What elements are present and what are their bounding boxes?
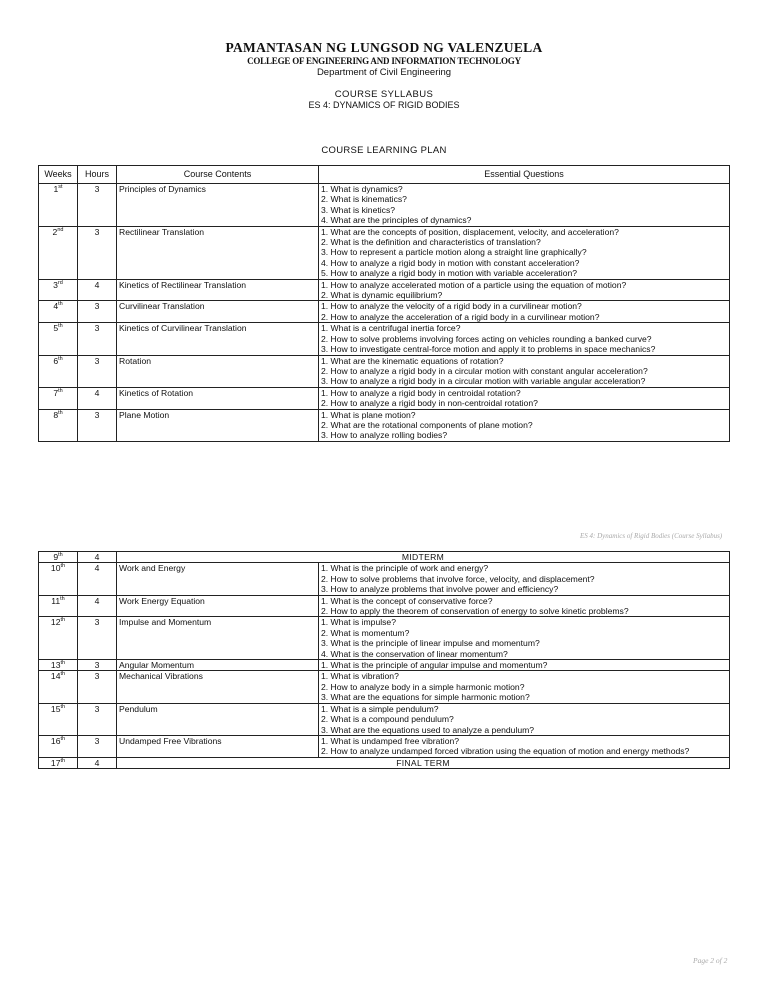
question-item: 3. How to analyze a rigid body in a circular motion with variable angular acceleration? [321, 376, 646, 387]
table-row [39, 595, 730, 617]
page-number: Page 2 of 2 [693, 956, 728, 965]
header-weeks: Weeks [39, 166, 78, 184]
table-header-row [39, 166, 730, 184]
essential-questions-cell [319, 301, 730, 323]
college-name: COLLEGE OF ENGINEERING AND INFORMATION TECHNOLOGY [247, 56, 521, 66]
question-item: 1. What is impulse? [321, 617, 396, 628]
question-item: 2. How to apply the theorem of conservation of energy to solve kinetic problems? [321, 606, 629, 617]
question-item: 1. What is dynamics? [321, 184, 403, 194]
question-item: 2. What is a compound pendulum? [321, 714, 454, 725]
finalterm-row [39, 757, 730, 768]
question-item: 1. How to analyze the velocity of a rigid body in a curvilinear motion? [321, 301, 582, 312]
week-cell: 13th [39, 660, 78, 671]
table-row [39, 703, 730, 735]
table-row [39, 279, 730, 301]
essential-questions-cell [319, 184, 730, 227]
hours-cell: 3 [78, 226, 117, 279]
essential-questions-cell [319, 617, 730, 660]
essential-questions-cell [319, 226, 730, 279]
midterm-row [39, 552, 730, 563]
question-item: 2. How to analyze undamped forced vibration using the equation of motion and energy methods? [321, 746, 690, 757]
course-content-cell: Undamped Free Vibrations [117, 735, 319, 757]
question-item: 3. What is kinetics? [321, 204, 396, 215]
question-item: 1. What are the concepts of position, displacement, velocity, and acceleration? [321, 226, 619, 237]
week-cell: 9th [39, 552, 78, 563]
question-item: 1. How to analyze a rigid body in centroidal rotation? [321, 387, 521, 398]
course-content-cell: Kinetics of Rotation [117, 387, 319, 409]
essential-questions-cell [319, 387, 730, 409]
essential-questions-cell [319, 355, 730, 387]
question-item: 3. How to represent a particle motion along a straight line graphically? [321, 247, 587, 258]
essential-questions-cell [319, 563, 730, 595]
week-cell: 4th [39, 301, 78, 323]
hours-cell: 3 [78, 184, 117, 227]
question-item: 4. What are the principles of dynamics? [321, 215, 472, 226]
week-cell: 6th [39, 355, 78, 387]
hours-cell: 4 [78, 552, 117, 563]
question-item: 3. What is the principle of linear impulse and momentum? [321, 638, 540, 649]
department-name: Department of Civil Engineering [316, 67, 452, 78]
header-hours: Hours [78, 166, 117, 184]
table-row [39, 226, 730, 279]
week-cell: 8th [39, 409, 78, 441]
week-cell: 5th [39, 323, 78, 355]
learning-plan-table-part1 [38, 165, 730, 442]
course-content-cell: Mechanical Vibrations [117, 671, 319, 703]
document-type: COURSE SYLLABUS [334, 89, 434, 100]
table-row [39, 387, 730, 409]
question-item: 1. What is a centrifugal inertia force? [321, 323, 461, 334]
question-item: 1. What is a simple pendulum? [321, 703, 439, 714]
essential-questions-cell [319, 735, 730, 757]
question-item: 2. How to analyze a rigid body in a circular motion with constant angular acceleration? [321, 365, 648, 376]
question-item: 3. What are the equations used to analyze a pendulum? [321, 724, 535, 735]
week-cell: 2nd [39, 226, 78, 279]
question-item: 3. How to analyze rolling bodies? [321, 430, 448, 441]
course-title: ES 4: DYNAMICS OF RIGID BODIES [308, 100, 460, 110]
course-content-cell: Angular Momentum [117, 660, 319, 671]
hours-cell: 4 [78, 387, 117, 409]
essential-questions-cell [319, 279, 730, 301]
essential-questions-cell [319, 671, 730, 703]
question-item: 5. How to analyze a rigid body in motion with variable acceleration? [321, 268, 578, 279]
hours-cell: 4 [78, 563, 117, 595]
course-content-cell: Impulse and Momentum [117, 617, 319, 660]
table-row [39, 617, 730, 660]
hours-cell: 3 [78, 409, 117, 441]
essential-questions-cell [319, 703, 730, 735]
university-name: PAMANTASAN NG LUNGSOD NG VALENZUELA [225, 40, 543, 55]
running-head: ES 4: Dynamics of Rigid Bodies (Course Syllabus) [580, 532, 723, 540]
essential-questions-cell [319, 409, 730, 441]
week-cell: 17th [39, 757, 78, 768]
question-item: 1. What is the concept of conservative force? [321, 595, 493, 606]
question-item: 4. What is the conservation of linear momentum? [321, 648, 508, 659]
course-content-cell: Plane Motion [117, 409, 319, 441]
question-item: 1. What is the principle of angular impulse and momentum? [321, 660, 548, 671]
course-content-cell: Rectilinear Translation [117, 226, 319, 279]
question-item: 1. How to analyze accelerated motion of a particle using the equation of motion? [321, 279, 627, 290]
question-item: 2. What are the rotational components of plane motion? [321, 419, 533, 430]
table-row [39, 409, 730, 441]
question-item: 4. How to analyze a rigid body in motion with constant acceleration? [321, 257, 580, 268]
question-item: 2. What is kinematics? [321, 194, 407, 205]
hours-cell: 4 [78, 757, 117, 768]
question-item: 2. What is momentum? [321, 627, 410, 638]
question-item: 3. What are the equations for simple harmonic motion? [321, 692, 530, 703]
essential-questions-cell [319, 595, 730, 617]
course-content-cell: Kinetics of Rectilinear Translation [117, 279, 319, 301]
course-content-cell: Principles of Dynamics [117, 184, 319, 227]
question-item: 3. How to analyze problems that involve power and efficiency? [321, 584, 559, 595]
table-row [39, 301, 730, 323]
course-content-cell: Rotation [117, 355, 319, 387]
question-item: 1. What is vibration? [321, 671, 399, 682]
question-item: 2. How to solve problems involving forces acting on vehicles rounding a banked curve? [321, 333, 652, 344]
hours-cell: 3 [78, 323, 117, 355]
week-cell: 14th [39, 671, 78, 703]
course-content-cell: Work and Energy [117, 563, 319, 595]
question-item: 3. How to investigate central-force motion and apply it to problems in space mechanics? [321, 344, 656, 355]
hours-cell: 3 [78, 703, 117, 735]
hours-cell: 4 [78, 595, 117, 617]
course-content-cell: Kinetics of Curvilinear Translation [117, 323, 319, 355]
section-title: COURSE LEARNING PLAN [321, 145, 447, 156]
table-row [39, 323, 730, 355]
hours-cell: 3 [78, 671, 117, 703]
table-row [39, 184, 730, 227]
week-cell: 11th [39, 595, 78, 617]
essential-questions-cell [319, 323, 730, 355]
question-item: 1. What is undamped free vibration? [321, 735, 460, 746]
week-cell: 12th [39, 617, 78, 660]
course-content-cell: Work Energy Equation [117, 595, 319, 617]
course-content-cell: Pendulum [117, 703, 319, 735]
course-content-cell: Curvilinear Translation [117, 301, 319, 323]
header-course-contents: Course Contents [117, 166, 319, 184]
table-row [39, 563, 730, 595]
table-row [39, 671, 730, 703]
week-cell: 16th [39, 735, 78, 757]
hours-cell: 3 [78, 301, 117, 323]
table-row [39, 355, 730, 387]
essential-questions-cell [319, 660, 730, 671]
week-cell: 10th [39, 563, 78, 595]
finalterm-label: FINAL TERM [117, 757, 730, 768]
week-cell: 7th [39, 387, 78, 409]
hours-cell: 3 [78, 617, 117, 660]
question-item: 1. What is the principle of work and energy? [321, 563, 489, 574]
week-cell: 3rd [39, 279, 78, 301]
question-item: 2. How to analyze the acceleration of a rigid body in a curvilinear motion? [321, 311, 600, 322]
midterm-label: MIDTERM [117, 552, 730, 563]
question-item: 1. What are the kinematic equations of rotation? [321, 355, 504, 366]
hours-cell: 4 [78, 279, 117, 301]
week-cell: 15th [39, 703, 78, 735]
hours-cell: 3 [78, 660, 117, 671]
question-item: 2. What is dynamic equilibrium? [321, 290, 443, 301]
question-item: 2. How to solve problems that involve force, velocity, and displacement? [321, 573, 595, 584]
hours-cell: 3 [78, 735, 117, 757]
question-item: 2. How to analyze a rigid body in non-centroidal rotation? [321, 398, 538, 409]
question-item: 2. How to analyze body in a simple harmonic motion? [321, 681, 525, 692]
table-row [39, 735, 730, 757]
table-row [39, 660, 730, 671]
hours-cell: 3 [78, 355, 117, 387]
learning-plan-table-part2 [38, 551, 730, 769]
question-item: 2. What is the definition and characteristics of translation? [321, 237, 541, 248]
question-item: 1. What is plane motion? [321, 409, 416, 420]
week-cell: 1st [39, 184, 78, 227]
header-essential-questions: Essential Questions [319, 166, 730, 184]
